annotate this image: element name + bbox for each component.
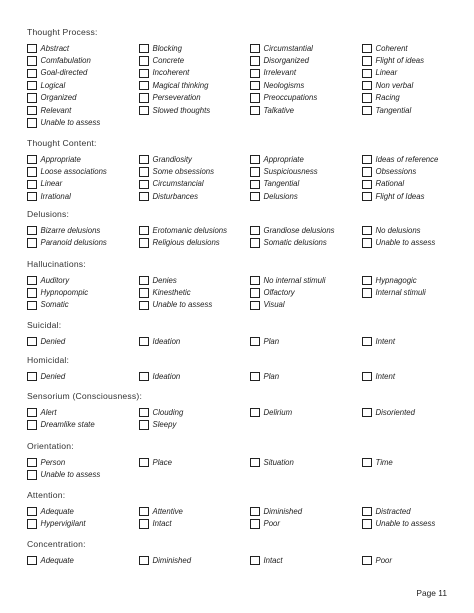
checkbox[interactable] [27, 276, 37, 286]
checkbox[interactable] [250, 372, 260, 382]
checkbox-label: Ideation [152, 336, 181, 346]
checkbox-label: Tangential [375, 105, 412, 115]
checkbox-label: Tangential [263, 179, 300, 189]
checkbox-label: Plan [263, 336, 280, 346]
checkbox-label: Clouding [152, 407, 184, 417]
checkbox-label: Religious delusions [152, 237, 220, 247]
checkbox-option-orientation-time[interactable] [362, 457, 393, 468]
checkbox-label: Blocking [152, 43, 182, 53]
checkbox-option-thought-content-rational[interactable] [362, 179, 404, 190]
checkbox-option-concentration-diminished[interactable] [139, 555, 191, 566]
checkbox-option-thought-process-racing[interactable] [362, 93, 400, 104]
checkbox-label: Irrational [40, 191, 71, 201]
checkbox-option-thought-process-abstract[interactable] [27, 43, 69, 54]
checkbox-option-thought-process-blocking[interactable] [139, 43, 182, 54]
checkbox[interactable] [250, 408, 260, 418]
checkbox-option-homicidal-intent[interactable] [362, 371, 395, 382]
section-title-delusions: Delusions: [27, 209, 70, 219]
checkbox-label: Non verbal [375, 80, 414, 90]
checkbox-label: Ideas of reference [375, 154, 439, 164]
checkbox-label: No delusions [375, 225, 421, 235]
checkbox[interactable] [139, 81, 149, 91]
checkbox[interactable] [250, 519, 260, 529]
checkbox[interactable] [27, 180, 37, 190]
checkbox-label: Loose associations [40, 166, 107, 176]
checkbox[interactable] [27, 420, 37, 430]
checkbox-label: Ideation [152, 371, 181, 381]
checkbox[interactable] [250, 301, 260, 311]
checkbox-label: Disturbances [152, 191, 199, 201]
checkbox-option-hallucinations-olfactory[interactable] [250, 287, 295, 298]
checkbox[interactable] [139, 507, 149, 517]
checkbox-option-orientation-place[interactable] [139, 457, 172, 468]
checkbox-option-thought-process-goal-directed[interactable] [27, 68, 87, 79]
checkbox-label: Alert [40, 407, 57, 417]
checkbox[interactable] [250, 69, 260, 79]
checkbox-option-thought-process-disorganized[interactable] [250, 55, 309, 66]
checkbox-label: Situation [263, 457, 294, 467]
checkbox-option-orientation-person[interactable] [27, 457, 65, 468]
checkbox-label: Grandiose delusions [263, 225, 335, 235]
section-title-orientation: Orientation: [27, 441, 74, 451]
checkbox-option-thought-process-comfabulation[interactable] [27, 55, 91, 66]
checkbox-label: Unable to assess [152, 300, 213, 310]
checkbox-option-thought-process-relevant[interactable] [27, 105, 71, 116]
checkbox-label: Slowed thoughts [152, 105, 211, 115]
checkbox-label: Delusions [263, 191, 298, 201]
checkbox[interactable] [362, 81, 372, 91]
checkbox[interactable] [27, 81, 37, 91]
checkbox-option-hallucinations-unable-to-assess[interactable] [139, 300, 212, 311]
checkbox[interactable] [139, 192, 149, 202]
checkbox[interactable] [362, 226, 372, 236]
checkbox-option-thought-process-talkative[interactable] [250, 105, 294, 116]
checkbox-option-thought-content-some-obsessions[interactable] [139, 166, 214, 177]
checkbox-label: Irrelevant [263, 68, 297, 78]
checkbox-label: Logical [40, 80, 66, 90]
checkbox[interactable] [139, 226, 149, 236]
checkbox[interactable] [250, 44, 260, 54]
checkbox-option-thought-process-organized[interactable] [27, 93, 76, 104]
section-title-thought-process: Thought Process: [27, 27, 98, 37]
checkbox-label: Internal stimuli [375, 287, 426, 297]
checkbox-option-delusions-paranoid-delusions[interactable] [27, 237, 107, 248]
checkbox-label: Circumstantial [263, 43, 313, 53]
checkbox-option-thought-process-slowed-thoughts[interactable] [139, 105, 210, 116]
checkbox-label: Kinesthetic [152, 287, 191, 297]
checkbox-option-thought-content-flight-of-ideas[interactable] [362, 191, 424, 202]
checkbox-option-thought-content-grandiosity[interactable] [139, 154, 192, 165]
section-title-concentration: Concentration: [27, 539, 86, 549]
checkbox[interactable] [362, 276, 372, 286]
checkbox[interactable] [139, 69, 149, 79]
checkbox-label: Paranoid delusions [40, 237, 107, 247]
checkbox[interactable] [27, 44, 37, 54]
checkbox-label: Intent [375, 371, 396, 381]
checkbox-option-thought-content-loose-associations[interactable] [27, 166, 107, 177]
checkbox-label: Flight of Ideas [375, 191, 425, 201]
checkbox-label: Time [375, 457, 393, 467]
checkbox-option-delusions-unable-to-assess[interactable] [362, 237, 435, 248]
checkbox[interactable] [362, 507, 372, 517]
checkbox[interactable] [250, 337, 260, 347]
checkbox-option-orientation-unable-to-assess[interactable] [27, 469, 100, 480]
checkbox-option-thought-content-ideas-of-reference[interactable] [362, 154, 438, 165]
checkbox-label: Rational [375, 179, 405, 189]
checkbox-label: Attentive [152, 506, 183, 516]
checkbox[interactable] [139, 106, 149, 116]
checkbox-label: Poor [375, 555, 392, 565]
checkbox[interactable] [362, 167, 372, 177]
checkbox-option-sensorium-consciousness-clouding[interactable] [139, 407, 183, 418]
checkbox-label: Auditory [40, 275, 70, 285]
section-title-hallucinations: Hallucinations: [27, 259, 86, 269]
checkbox[interactable] [27, 372, 37, 382]
checkbox[interactable] [362, 180, 372, 190]
checkbox-option-hallucinations-no-internal-stimuli[interactable] [250, 275, 325, 286]
checkbox-option-suicidal-intent[interactable] [362, 336, 395, 347]
checkbox-option-hallucinations-kinesthetic[interactable] [139, 287, 191, 298]
checkbox[interactable] [362, 519, 372, 529]
checkbox-label: Intact [263, 555, 283, 565]
checkbox[interactable] [362, 238, 372, 248]
checkbox-label: Talkative [263, 105, 294, 115]
checkbox-option-hallucinations-hypnopompic[interactable] [27, 287, 88, 298]
checkbox-option-thought-process-logical[interactable] [27, 80, 65, 91]
checkbox-label: Somatic delusions [263, 237, 327, 247]
checkbox-option-attention-intact[interactable] [139, 518, 172, 529]
checkbox-option-hallucinations-visual[interactable] [250, 300, 285, 311]
checkbox-option-attention-adequate[interactable] [27, 506, 74, 517]
checkbox-option-delusions-religious-delusions[interactable] [139, 237, 220, 248]
checkbox[interactable] [27, 288, 37, 298]
checkbox-label: Delirium [263, 407, 293, 417]
checkbox[interactable] [139, 372, 149, 382]
checkbox-option-hallucinations-denies[interactable] [139, 275, 177, 286]
checkbox[interactable] [250, 458, 260, 468]
checkbox-label: Unable to assess [375, 518, 436, 528]
checkbox-option-thought-content-irrational[interactable] [27, 191, 71, 202]
checkbox-option-homicidal-ideation[interactable] [139, 371, 180, 382]
checkbox-label: Person [40, 457, 66, 467]
checkbox-option-delusions-no-delusions[interactable] [362, 225, 421, 236]
checkbox[interactable] [27, 192, 37, 202]
checkbox-label: No internal stimuli [263, 275, 326, 285]
checkbox-option-attention-distracted[interactable] [362, 506, 411, 517]
checkbox-option-thought-process-irrelevant[interactable] [250, 68, 296, 79]
checkbox-option-sensorium-consciousness-disoriented[interactable] [362, 407, 415, 418]
checkbox-option-attention-unable-to-assess[interactable] [362, 518, 435, 529]
checkbox-option-thought-content-delusions[interactable] [250, 191, 298, 202]
checkbox-option-thought-process-unable-to-assess[interactable] [27, 117, 100, 128]
checkbox-label: Preoccupations [263, 93, 318, 103]
checkbox-option-thought-process-preoccupations[interactable] [250, 93, 317, 104]
checkbox-option-thought-process-magical-thinking[interactable] [139, 80, 208, 91]
checkbox[interactable] [27, 519, 37, 529]
checkbox-option-sensorium-consciousness-delirium[interactable] [250, 407, 292, 418]
checkbox-option-concentration-adequate[interactable] [27, 555, 74, 566]
checkbox[interactable] [250, 276, 260, 286]
checkbox-label: Place [152, 457, 173, 467]
checkbox-option-thought-process-non-verbal[interactable] [362, 80, 413, 91]
checkbox[interactable] [362, 44, 372, 54]
checkbox-label: Bizarre delusions [40, 225, 101, 235]
checkbox-label: Denied [40, 371, 66, 381]
checkbox-label: Appropriate [263, 154, 304, 164]
checkbox[interactable] [362, 106, 372, 116]
checkbox[interactable] [139, 301, 149, 311]
checkbox[interactable] [362, 93, 372, 103]
checkbox-option-thought-content-linear[interactable] [27, 179, 62, 190]
checkbox[interactable] [362, 56, 372, 66]
checkbox-label: Abstract [40, 43, 70, 53]
section-title-thought-content: Thought Content: [27, 138, 97, 148]
checkbox[interactable] [27, 69, 37, 79]
checkbox-option-thought-process-neologisms[interactable] [250, 80, 304, 91]
checkbox[interactable] [27, 226, 37, 236]
checkbox-option-thought-content-tangential[interactable] [250, 179, 299, 190]
checkbox-option-suicidal-denied[interactable] [27, 336, 65, 347]
checkbox-option-thought-content-disturbances[interactable] [139, 191, 198, 202]
checkbox[interactable] [250, 288, 260, 298]
checkbox-option-thought-process-perseveration[interactable] [139, 93, 201, 104]
checkbox-option-thought-process-tangential[interactable] [362, 105, 411, 116]
checkbox[interactable] [27, 118, 37, 128]
checkbox[interactable] [250, 93, 260, 103]
checkbox-option-thought-process-circumstantial[interactable] [250, 43, 313, 54]
checkbox-label: Poor [263, 518, 280, 528]
checkbox-option-thought-content-obsessions[interactable] [362, 166, 416, 177]
checkbox-option-attention-diminished[interactable] [250, 506, 302, 517]
checkbox[interactable] [27, 238, 37, 248]
checkbox[interactable] [139, 44, 149, 54]
checkbox-option-delusions-somatic-delusions[interactable] [250, 237, 327, 248]
checkbox-label: Diminished [152, 555, 192, 565]
checkbox-label: Disorganized [263, 55, 310, 65]
checkbox[interactable] [250, 167, 260, 177]
checkbox-label: Plan [263, 371, 280, 381]
checkbox-option-thought-process-flight-of-ideas[interactable] [362, 55, 424, 66]
checkbox[interactable] [139, 167, 149, 177]
checkbox-label: Disoriented [375, 407, 415, 417]
checkbox-option-orientation-situation[interactable] [250, 457, 294, 468]
checkbox[interactable] [139, 238, 149, 248]
checkbox-option-thought-content-suspiciousness[interactable] [250, 166, 318, 177]
checkbox[interactable] [250, 226, 260, 236]
checkbox-option-attention-poor[interactable] [250, 518, 280, 529]
checkbox[interactable] [139, 519, 149, 529]
checkbox-option-delusions-bizarre-delusions[interactable] [27, 225, 100, 236]
checkbox-option-delusions-grandiose-delusions[interactable] [250, 225, 335, 236]
checkbox[interactable] [139, 337, 149, 347]
checkbox-label: Linear [40, 179, 63, 189]
checkbox-label: Unable to assess [375, 237, 436, 247]
checkbox-option-thought-process-coherent[interactable] [362, 43, 408, 54]
checkbox[interactable] [27, 556, 37, 566]
checkbox[interactable] [362, 458, 372, 468]
checkbox-label: Hypnopompic [40, 287, 89, 297]
checkbox-label: Visual [263, 300, 285, 310]
checkbox[interactable] [27, 167, 37, 177]
checkbox[interactable] [139, 288, 149, 298]
checkbox-label: Somatic [40, 300, 69, 310]
checkbox-label: Hypervigilant [40, 518, 86, 528]
checkbox-label: Some obsessions [152, 166, 215, 176]
checkbox[interactable] [139, 556, 149, 566]
checkbox-label: Intent [375, 336, 396, 346]
checkbox-label: Circumstancial [152, 179, 204, 189]
checkbox[interactable] [250, 106, 260, 116]
checkbox[interactable] [250, 192, 260, 202]
checkbox-label: Flight of ideas [375, 55, 425, 65]
checkbox[interactable] [27, 458, 37, 468]
checkbox-label: Grandiosity [152, 154, 192, 164]
checkbox-label: Neologisms [263, 80, 305, 90]
checkbox-option-thought-process-incoherent[interactable] [139, 68, 189, 79]
checkbox-label: Erotomanic delusions [152, 225, 228, 235]
checkbox-option-concentration-poor[interactable] [362, 555, 392, 566]
checkbox-label: Olfactory [263, 287, 295, 297]
checkbox[interactable] [362, 337, 372, 347]
checkbox[interactable] [139, 180, 149, 190]
checkbox[interactable] [27, 106, 37, 116]
section-title-sensorium-consciousness: Sensorium (Consciousness): [27, 391, 143, 401]
checkbox-option-thought-process-linear[interactable] [362, 68, 397, 79]
checkbox[interactable] [27, 470, 37, 480]
checkbox-option-concentration-intact[interactable] [250, 555, 283, 566]
checkbox-label: Intact [152, 518, 172, 528]
checkbox-option-hallucinations-auditory[interactable] [27, 275, 69, 286]
checkbox-label: Diminished [263, 506, 303, 516]
checkbox-option-attention-attentive[interactable] [139, 506, 183, 517]
checkbox-label: Adequate [40, 506, 74, 516]
checkbox-label: Coherent [375, 43, 408, 53]
checkbox[interactable] [362, 408, 372, 418]
checkbox-label: Distracted [375, 506, 411, 516]
checkbox[interactable] [362, 69, 372, 79]
checkbox-label: Organized [40, 93, 77, 103]
checkbox[interactable] [250, 81, 260, 91]
checkbox-option-hallucinations-internal-stimuli[interactable] [362, 287, 426, 298]
page-number: Page 11 [416, 588, 447, 598]
checkbox[interactable] [362, 372, 372, 382]
checkbox[interactable] [27, 155, 37, 165]
checkbox[interactable] [362, 288, 372, 298]
checkbox-label: Incoherent [152, 68, 190, 78]
checkbox[interactable] [139, 276, 149, 286]
checkbox-option-thought-content-circumstancial[interactable] [139, 179, 204, 190]
checkbox[interactable] [139, 458, 149, 468]
section-title-suicidal: Suicidal: [27, 320, 62, 330]
section-title-attention: Attention: [27, 490, 66, 500]
checkbox[interactable] [362, 556, 372, 566]
checkbox[interactable] [250, 56, 260, 66]
checkbox-label: Unable to assess [40, 469, 101, 479]
checkbox[interactable] [250, 155, 260, 165]
checkbox-label: Racing [375, 93, 400, 103]
section-title-homicidal: Homicidal: [27, 355, 70, 365]
checkbox-label: Hypnagogic [375, 275, 417, 285]
checkbox-label: Adequate [40, 555, 74, 565]
checkbox[interactable] [139, 408, 149, 418]
checkbox[interactable] [362, 192, 372, 202]
checkbox-label: Appropriate [40, 154, 81, 164]
checkbox[interactable] [139, 420, 149, 430]
checkbox-option-thought-process-concrete[interactable] [139, 55, 184, 66]
checkbox[interactable] [139, 93, 149, 103]
checkbox[interactable] [139, 155, 149, 165]
checkbox-option-sensorium-consciousness-dreamlike-state[interactable] [27, 419, 95, 430]
checkbox-label: Concrete [152, 55, 185, 65]
checkbox-label: Goal-directed [40, 68, 88, 78]
checkbox-label: Linear [375, 68, 398, 78]
checkbox-option-hallucinations-hypnagogic[interactable] [362, 275, 417, 286]
checkbox-option-hallucinations-somatic[interactable] [27, 300, 69, 311]
checkbox-label: Unable to assess [40, 117, 101, 127]
checkbox[interactable] [27, 408, 37, 418]
checkbox[interactable] [250, 507, 260, 517]
checkbox[interactable] [27, 301, 37, 311]
checkbox-option-sensorium-consciousness-alert[interactable] [27, 407, 57, 418]
checkbox-option-sensorium-consciousness-sleepy[interactable] [139, 419, 176, 430]
checkbox-label: Dreamlike state [40, 419, 95, 429]
checkbox[interactable] [27, 507, 37, 517]
checkbox[interactable] [250, 238, 260, 248]
checkbox-option-thought-content-appropriate[interactable] [250, 154, 304, 165]
checkbox-label: Magical thinking [152, 80, 209, 90]
checkbox-label: Relevant [40, 105, 72, 115]
checkbox-option-suicidal-ideation[interactable] [139, 336, 180, 347]
checkbox-label: Denies [152, 275, 177, 285]
checkbox-label: Denied [40, 336, 66, 346]
checkbox-option-suicidal-plan[interactable] [250, 336, 279, 347]
checkbox-option-thought-content-appropriate[interactable] [27, 154, 81, 165]
checkbox-label: Perseveration [152, 93, 201, 103]
checkbox-option-attention-hypervigilant[interactable] [27, 518, 86, 529]
checkbox-option-homicidal-plan[interactable] [250, 371, 279, 382]
checkbox[interactable] [250, 556, 260, 566]
checkbox-option-homicidal-denied[interactable] [27, 371, 65, 382]
checkbox-label: Obsessions [375, 166, 417, 176]
checkbox[interactable] [139, 56, 149, 66]
checkbox[interactable] [250, 180, 260, 190]
checkbox-label: Suspiciousness [263, 166, 318, 176]
checkbox-option-delusions-erotomanic-delusions[interactable] [139, 225, 227, 236]
checkbox[interactable] [27, 93, 37, 103]
checkbox[interactable] [362, 155, 372, 165]
checkbox-label: Comfabulation [40, 55, 91, 65]
checkbox-label: Sleepy [152, 419, 177, 429]
checkbox[interactable] [27, 337, 37, 347]
checkbox[interactable] [27, 56, 37, 66]
